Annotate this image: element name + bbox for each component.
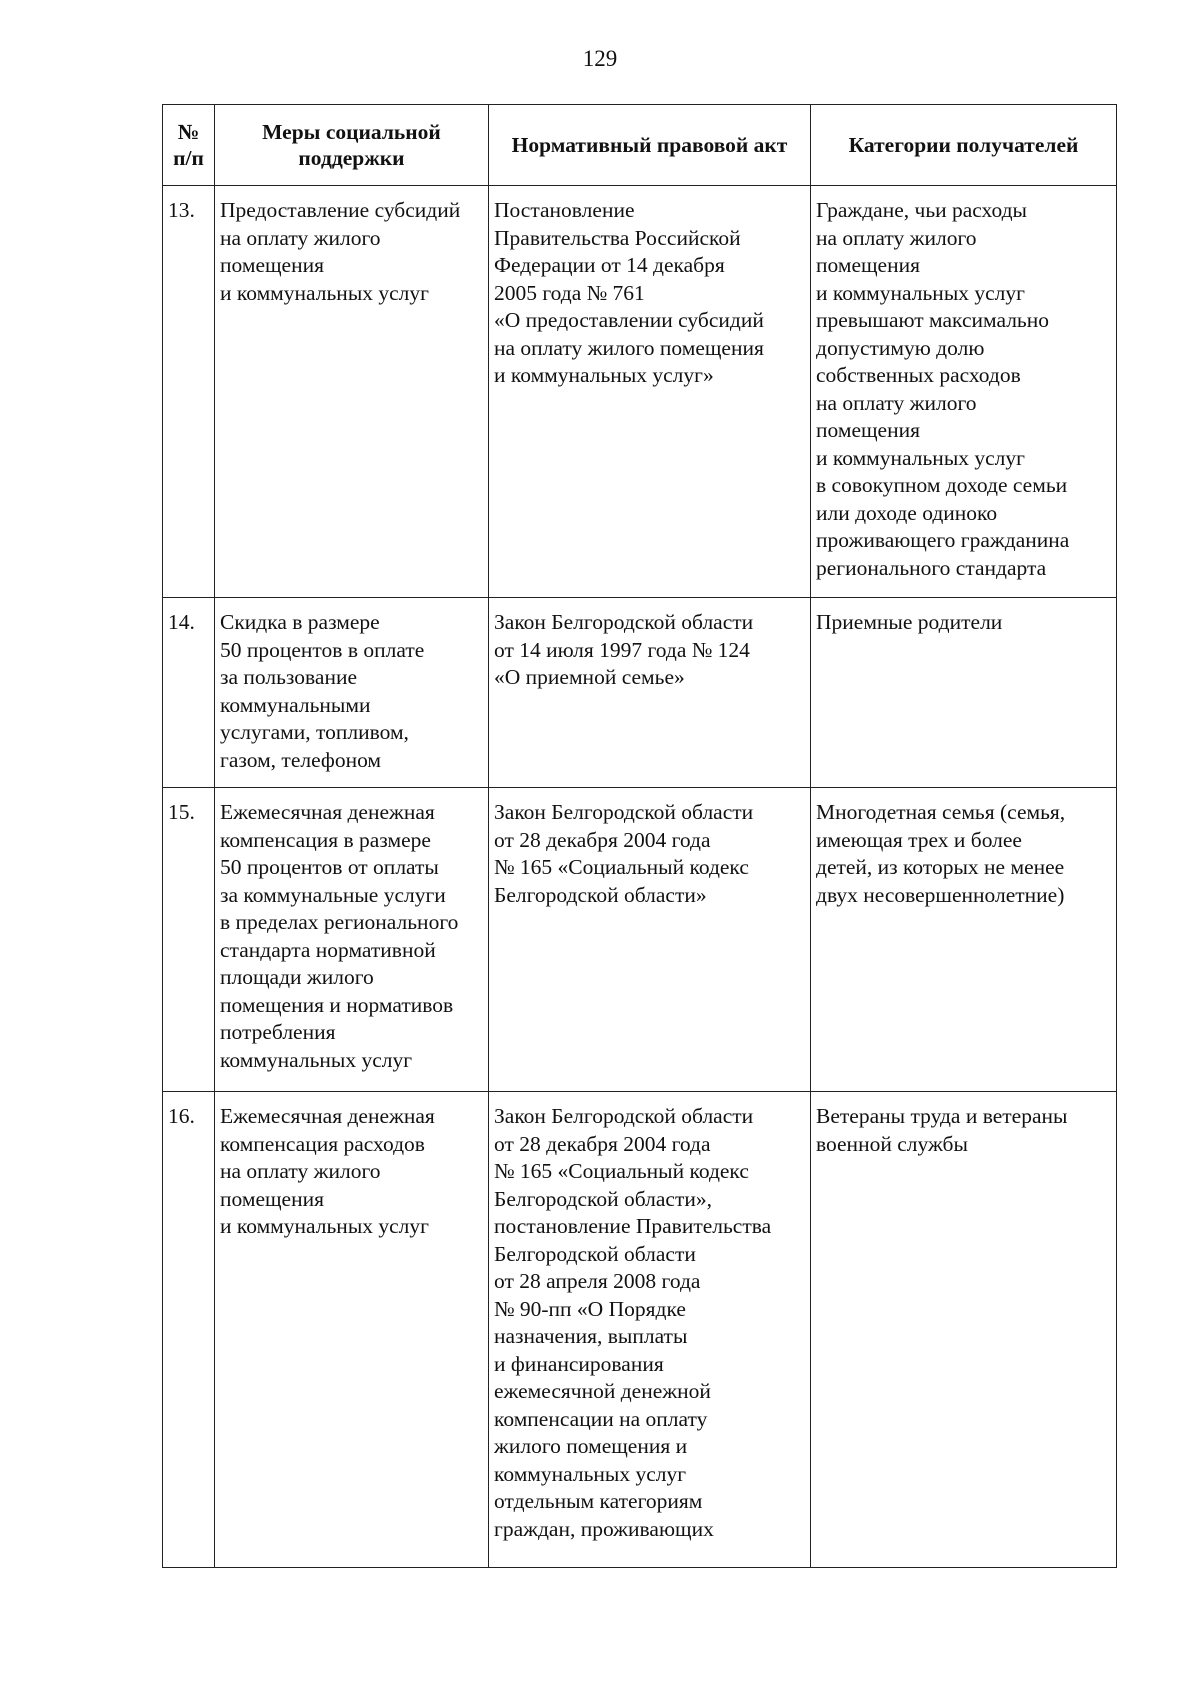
- header-recipient-categories: Категории получателей: [811, 105, 1117, 186]
- header-number: № п/п: [163, 105, 215, 186]
- header-measures: Меры социальной поддержки: [215, 105, 489, 186]
- row-legal-act: Постановление Правительства Российской Федерации от 14 декабря 2005 года № 761 «О предоставлении субсидий на оплату жилого помещения и коммунальных услуг»: [489, 186, 811, 598]
- table-row: [163, 598, 1117, 788]
- row-measure: Предоставление субсидий на оплату жилого помещения и коммунальных услуг: [215, 186, 489, 598]
- benefits-table: [162, 104, 1117, 1568]
- row-legal-act: Закон Белгородской области от 14 июля 1997 года № 124 «О приемной семье»: [489, 598, 811, 788]
- table-row: [163, 788, 1117, 1092]
- row-category: Приемные родители: [811, 598, 1117, 788]
- row-number: 13.: [163, 186, 215, 598]
- row-category: Граждане, чьи расходы на оплату жилого помещения и коммунальных услуг превышают максимально допустимую долю собственных расходов на оплату жилого помещения и коммунальных услуг в совокупном доходе семьи или доходе одиноко проживающего гражданина регионального стандарта: [811, 186, 1117, 598]
- row-category: Ветераны труда и ветераны военной службы: [811, 1092, 1117, 1568]
- table-row: [163, 1092, 1117, 1568]
- row-measure: Ежемесячная денежная компенсация расходов на оплату жилого помещения и коммунальных услуг: [215, 1092, 489, 1568]
- row-number: 15.: [163, 788, 215, 1092]
- row-number: 16.: [163, 1092, 215, 1568]
- row-category: Многодетная семья (семья, имеющая трех и более детей, из которых не менее двух несовершеннолетние): [811, 788, 1117, 1092]
- table-row: [163, 186, 1117, 598]
- page-number: 129: [582, 46, 618, 71]
- header-legal-act: Нормативный правовой акт: [489, 105, 811, 186]
- row-measure: Скидка в размере 50 процентов в оплате за пользование коммунальными услугами, топливом, газом, телефоном: [215, 598, 489, 788]
- row-number: 14.: [163, 598, 215, 788]
- table-header-row: [163, 105, 1117, 186]
- row-measure: Ежемесячная денежная компенсация в размере 50 процентов от оплаты за коммунальные услуги в пределах регионального стандарта нормативной площади жилого помещения и нормативов потребления коммунальных услуг: [215, 788, 489, 1092]
- row-legal-act: Закон Белгородской области от 28 декабря 2004 года № 165 «Социальный кодекс Белгородской области»: [489, 788, 811, 1092]
- row-legal-act: Закон Белгородской области от 28 декабря 2004 года № 165 «Социальный кодекс Белгородской области», постановление Правительства Белгородской области от 28 апреля 2008 года № 90-пп «О Порядке назначения, выплаты и финансирования ежемесячной денежной компенсации на оплату жилого помещения и коммунальных услуг отдельным категориям граждан, проживающих: [489, 1092, 811, 1568]
